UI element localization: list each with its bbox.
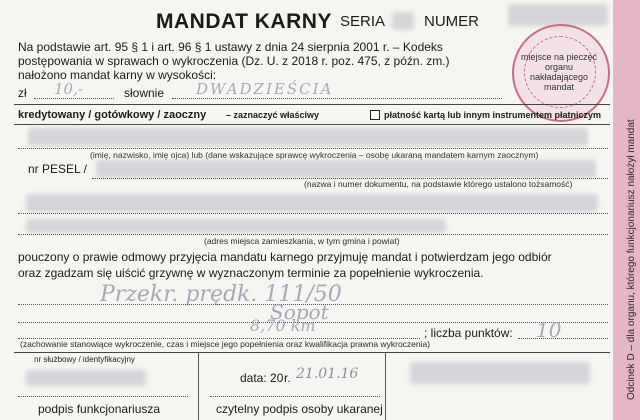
amount-zl-label: zł	[18, 86, 27, 100]
points-line	[518, 338, 608, 339]
person-sig-line	[210, 396, 380, 397]
card-payment-label: płatność kartą lub innym instrumentem płatniczym	[384, 110, 602, 120]
footer-divider	[14, 352, 610, 353]
points-label: ; liczba punktów:	[424, 326, 513, 340]
stamp-text: miejsce na pieczęć organu nakładającego mandat	[520, 52, 598, 92]
address-line-1	[18, 213, 608, 214]
address-redacted-1	[26, 194, 598, 212]
intro-line-3: nałożono mandat karny w wysokości:	[18, 68, 217, 82]
intro-line-2: postępowania w sprawach o wykroczenia (Dz. U. z 2018 r. poz. 475, z późn. zm.)	[18, 54, 450, 68]
pesel-label: nr PESEL /	[28, 162, 87, 176]
side-strip-text: Odcinek D – dla organu, którego funkcjonariusz nałożył mandat	[626, 119, 637, 400]
amount-words-line	[172, 98, 502, 99]
pesel-redacted	[96, 160, 596, 178]
date-value[interactable]: 21.01.16	[296, 366, 359, 382]
numer-label: NUMER	[424, 13, 479, 30]
footer-vline-2	[385, 352, 386, 420]
officer-id-redacted	[26, 370, 146, 386]
name-line	[18, 148, 608, 149]
offense-handwriting-3[interactable]: 8,70 km	[250, 316, 316, 335]
address-caption: (adres miejsca zamieszkania, w tym gmina i powiat)	[204, 236, 400, 246]
address-line-2	[18, 234, 608, 235]
name-caption: (imię, nazwisko, imię ojca) lub (dane wskazujące sprawcę wykroczenia – osobę ukaraną mandatem karnym zaocznym)	[90, 150, 539, 160]
person-signature-redacted	[410, 362, 590, 384]
name-redacted	[28, 128, 588, 146]
person-sig-label: czytelny podpis osoby ukaranej	[216, 402, 383, 416]
statement-line-1: pouczony o prawie odmowy przyjęcia mandatu karnego przyjmuję mandat i potwierdzam jego odbiór	[18, 250, 552, 264]
seria-label: SERIA	[340, 13, 386, 30]
amount-words-value[interactable]: DWADZIEŚCIA	[196, 80, 334, 98]
offense-handwriting-2[interactable]: Sopot	[270, 300, 329, 324]
officer-id-label: nr służbowy / identyfikacyjny	[34, 355, 135, 364]
intro-line-1: Na podstawie art. 95 § 1 i art. 96 § 1 ustawy z dnia 24 sierpnia 2001 r. – Kodeks	[18, 40, 443, 54]
divider-2	[14, 124, 610, 125]
statement-line-2: oraz zgadzam się uiścić grzywnę w wyznaczonym terminie za popełnienie wykroczenia.	[18, 266, 484, 280]
amount-words-label: słownie	[124, 86, 165, 100]
date-r-label: r.	[284, 371, 291, 385]
numer-redacted	[508, 4, 608, 26]
divider-1	[14, 104, 610, 105]
payment-type-label[interactable]: kredytowany / gotówkowy / zaoczny	[18, 109, 207, 121]
footer-vline-1	[198, 352, 199, 420]
officer-sig-line	[18, 396, 188, 397]
offense-handwriting-1[interactable]: Przekr. prędk. 111/50	[100, 282, 342, 307]
officer-sig-label: podpis funkcjonariusza	[38, 402, 161, 416]
document-caption: (nazwa i numer dokumentu, na podstawie którego ustalono tożsamość)	[304, 179, 573, 189]
payment-type-hint: – zaznaczyć właściwy	[226, 110, 320, 120]
amount-zl-value[interactable]: 10,-	[54, 80, 83, 98]
seria-redacted	[392, 12, 414, 30]
amount-zl-line	[34, 98, 114, 99]
form-title: MANDAT KARNY	[156, 10, 332, 33]
address-redacted-2	[26, 219, 446, 233]
points-value[interactable]: 10	[536, 318, 562, 342]
card-payment-checkbox[interactable]	[370, 110, 380, 120]
offense-caption: (zachowanie stanowiące wykroczenie, czas i miejsce jego popełnienia oraz kwalifikacja prawna wykroczenia)	[20, 339, 431, 349]
date-label: data: 20	[240, 371, 284, 385]
